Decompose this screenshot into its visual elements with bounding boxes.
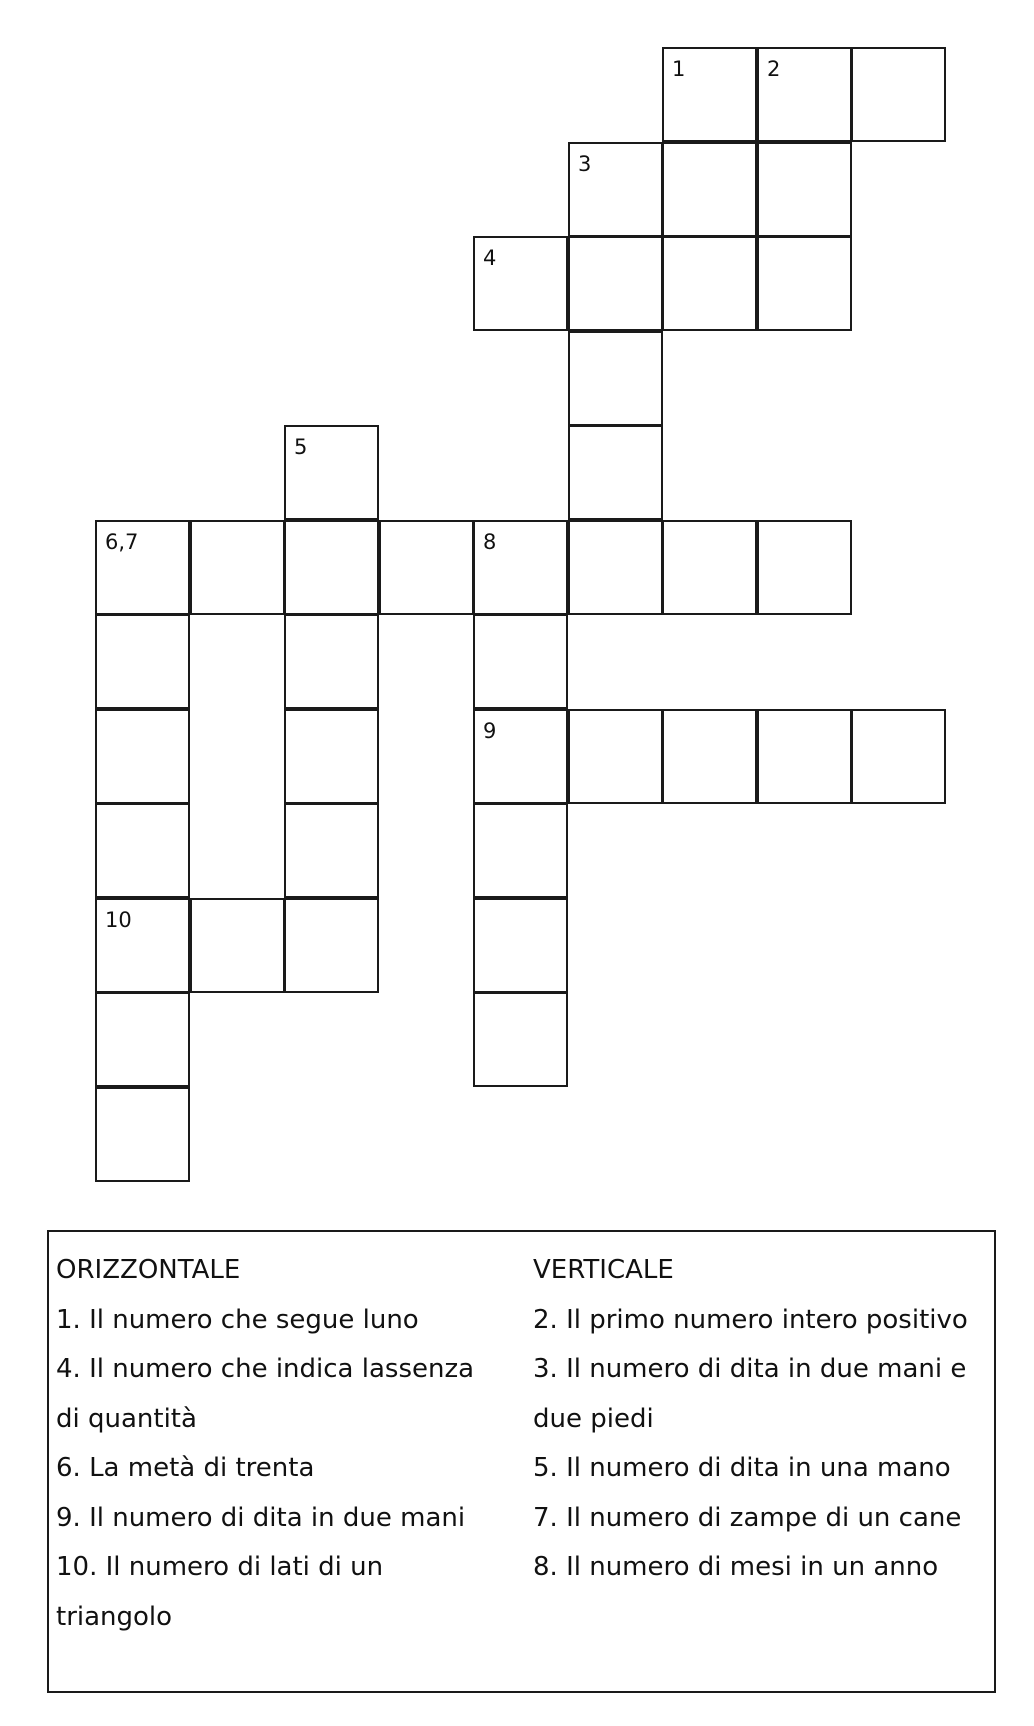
crossword-cell[interactable] [190,520,285,615]
clue-number: 2 [767,57,781,81]
crossword-cell[interactable] [568,709,663,804]
across-clues [56,1246,526,1642]
crossword-cell[interactable] [662,236,757,331]
crossword-cell[interactable] [662,142,757,237]
crossword-cell[interactable] [95,520,190,615]
down-heading: VERTICALE [533,1255,674,1285]
crossword-cell[interactable] [568,236,663,331]
crossword-cell[interactable] [662,520,757,615]
crossword-cell[interactable] [95,803,190,898]
crossword-cell[interactable] [757,709,852,804]
clue-number: 4 [483,246,497,270]
crossword-cell[interactable] [757,520,852,615]
clue-across-10-cont: triangolo [56,1601,173,1632]
clue-across-4: 4. Il numero che indica lassenza [56,1354,475,1384]
crossword-cell[interactable] [568,520,663,615]
crossword-cell[interactable] [473,614,568,709]
down-clues [533,1246,993,1593]
crossword-cell[interactable] [757,47,852,142]
clue-number: 9 [483,719,497,743]
crossword-cell[interactable] [662,709,757,804]
crossword-cell[interactable] [284,614,379,709]
clue-number: 8 [483,530,497,554]
clue-number: 3 [578,152,592,176]
crossword-cell[interactable] [662,47,757,142]
crossword-cell[interactable] [473,803,568,898]
clue-down-5: 5. Il numero di dita in una mano [533,1453,951,1483]
clue-down-3: 3. Il numero di dita in due mani e [533,1354,967,1384]
clue-across-10: 10. Il numero di lati di un [56,1552,384,1582]
clue-down-3-cont: due piedi [533,1403,654,1434]
crossword-cell[interactable] [757,236,852,331]
crossword-cell[interactable] [568,331,663,426]
clue-number: 10 [105,908,132,932]
clue-across-9: 9. Il numero di dita in due mani [56,1502,466,1533]
crossword-cell[interactable] [851,709,946,804]
across-heading: ORIZZONTALE [56,1255,241,1285]
crossword-cell[interactable] [473,709,568,804]
crossword-cell[interactable] [95,992,190,1087]
crossword-cell[interactable] [284,425,379,520]
clue-down-8: 8. Il numero di mesi in un anno [533,1552,939,1582]
clue-across-4-cont: di quantità [56,1403,197,1434]
clue-number: 5 [294,435,308,459]
crossword-cell[interactable] [95,614,190,709]
clue-number: 1 [672,57,686,81]
crossword-cell[interactable] [568,142,663,237]
crossword-cell[interactable] [95,709,190,804]
crossword-cell[interactable] [284,803,379,898]
crossword-cell[interactable] [473,236,568,331]
crossword-cell[interactable] [379,520,474,615]
crossword-cell[interactable] [95,898,190,993]
crossword-cell[interactable] [473,992,568,1087]
crossword-cell[interactable] [284,709,379,804]
clue-down-7: 7. Il numero di zampe di un cane [533,1502,962,1533]
crossword-cell[interactable] [284,520,379,615]
clue-down-2: 2. Il primo numero intero positivo [533,1304,968,1335]
crossword-cell[interactable] [284,898,379,993]
clue-number: 6,7 [105,530,139,554]
crossword-cell[interactable] [473,520,568,615]
clues-box [47,1230,996,1693]
clue-across-6: 6. La metà di trenta [56,1453,315,1483]
crossword-cell[interactable] [757,142,852,237]
crossword-cell[interactable] [95,1087,190,1182]
crossword-cell[interactable] [473,898,568,993]
clue-across-1: 1. Il numero che segue luno [56,1304,419,1335]
crossword-cell[interactable] [190,898,285,993]
crossword-cell[interactable] [568,425,663,520]
crossword-cell[interactable] [851,47,946,142]
